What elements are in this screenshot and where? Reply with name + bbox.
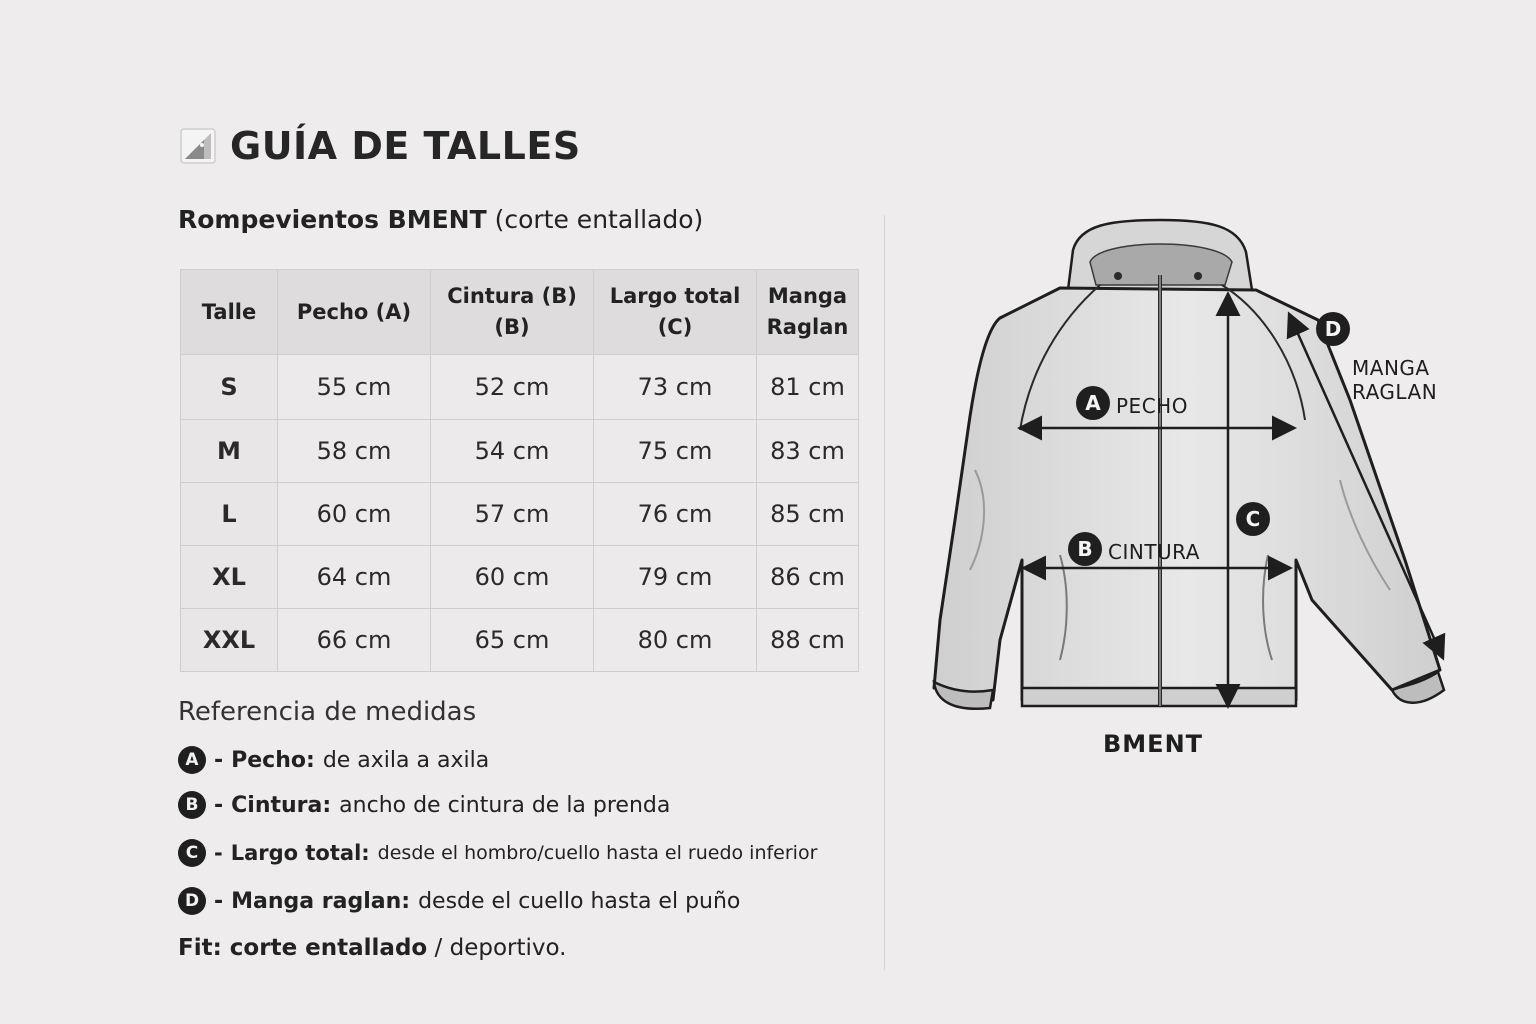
table-row (181, 546, 859, 609)
ref-desc: de axila a axila (322, 747, 490, 773)
badge-c: C (178, 839, 206, 867)
header-talle: Talle (181, 270, 278, 355)
cintura-cell: 60 cm (431, 546, 594, 609)
table-row (181, 355, 859, 420)
ref-dash: - (214, 888, 224, 914)
pecho-cell: 60 cm (278, 483, 431, 546)
largo-cell: 79 cm (594, 546, 757, 609)
title-row (180, 124, 581, 168)
ruler-icon (180, 128, 216, 164)
cintura-cell: 57 cm (431, 483, 594, 546)
largo-cell: 73 cm (594, 355, 757, 420)
ref-label: Pecho: (231, 747, 315, 773)
figure-badge-a: A (1076, 386, 1110, 420)
cintura-cell: 65 cm (431, 609, 594, 672)
fit-label: Fit: corte entallado (178, 935, 428, 961)
product-cut: (corte entallado) (494, 205, 704, 234)
product-name: Rompevientos BMENT (178, 205, 487, 234)
ref-desc: ancho de cintura de la prenda (339, 792, 671, 818)
ref-label: Cintura: (231, 792, 332, 818)
manga-cell: 85 cm (757, 483, 859, 546)
reference-title: Referencia de medidas (178, 697, 477, 727)
figure-label-cintura: CINTURA (1108, 540, 1200, 564)
brand-label: BMENT (1103, 730, 1204, 758)
ref-dash: - (214, 841, 223, 865)
ref-label: Manga raglan: (231, 888, 411, 914)
divider (884, 215, 885, 970)
pecho-cell: 66 cm (278, 609, 431, 672)
size-table (180, 269, 859, 672)
pecho-cell: 64 cm (278, 546, 431, 609)
fit-line (178, 935, 566, 961)
header-pecho: Pecho (A) (278, 270, 431, 355)
figure-label-manga: MANGA (1352, 356, 1430, 380)
jacket-illustration (900, 200, 1520, 780)
reference-item-largo (178, 839, 817, 867)
header-largo: Largo total (C) (594, 270, 757, 355)
header-cintura: Cintura (B) (B) (431, 270, 594, 355)
size-cell: XXL (181, 609, 278, 672)
manga-cell: 86 cm (757, 546, 859, 609)
figure-label-raglan: RAGLAN (1352, 380, 1438, 404)
reference-item-manga (178, 887, 740, 915)
product-subtitle (178, 205, 703, 234)
largo-cell: 75 cm (594, 420, 757, 483)
cintura-cell: 54 cm (431, 420, 594, 483)
table-header-row (181, 270, 859, 355)
figure-badge-d: D (1316, 312, 1350, 346)
ref-desc: desde el cuello hasta el puño (418, 888, 741, 914)
figure-label-pecho: PECHO (1116, 394, 1188, 418)
badge-b: B (178, 791, 206, 819)
fit-rest: / deportivo. (434, 935, 567, 961)
largo-cell: 76 cm (594, 483, 757, 546)
reference-item-pecho (178, 746, 489, 774)
ref-desc: desde el hombro/cuello hasta el ruedo inferior (377, 842, 818, 864)
header-manga: Manga Raglan (757, 270, 859, 355)
size-cell: L (181, 483, 278, 546)
cintura-cell: 52 cm (431, 355, 594, 420)
badge-d: D (178, 887, 206, 915)
badge-a: A (178, 746, 206, 774)
table-row (181, 483, 859, 546)
size-cell: M (181, 420, 278, 483)
page-title: GUÍA DE TALLES (230, 124, 581, 168)
largo-cell: 80 cm (594, 609, 757, 672)
manga-cell: 83 cm (757, 420, 859, 483)
figure-badge-c: C (1236, 502, 1270, 536)
ref-label: Largo total: (230, 841, 370, 865)
pecho-cell: 58 cm (278, 420, 431, 483)
manga-cell: 88 cm (757, 609, 859, 672)
ref-dash: - (214, 747, 224, 773)
pecho-cell: 55 cm (278, 355, 431, 420)
reference-item-cintura (178, 791, 670, 819)
size-cell: XL (181, 546, 278, 609)
table-row (181, 420, 859, 483)
figure-badge-b: B (1068, 532, 1102, 566)
size-cell: S (181, 355, 278, 420)
manga-cell: 81 cm (757, 355, 859, 420)
table-row (181, 609, 859, 672)
ref-dash: - (214, 792, 224, 818)
